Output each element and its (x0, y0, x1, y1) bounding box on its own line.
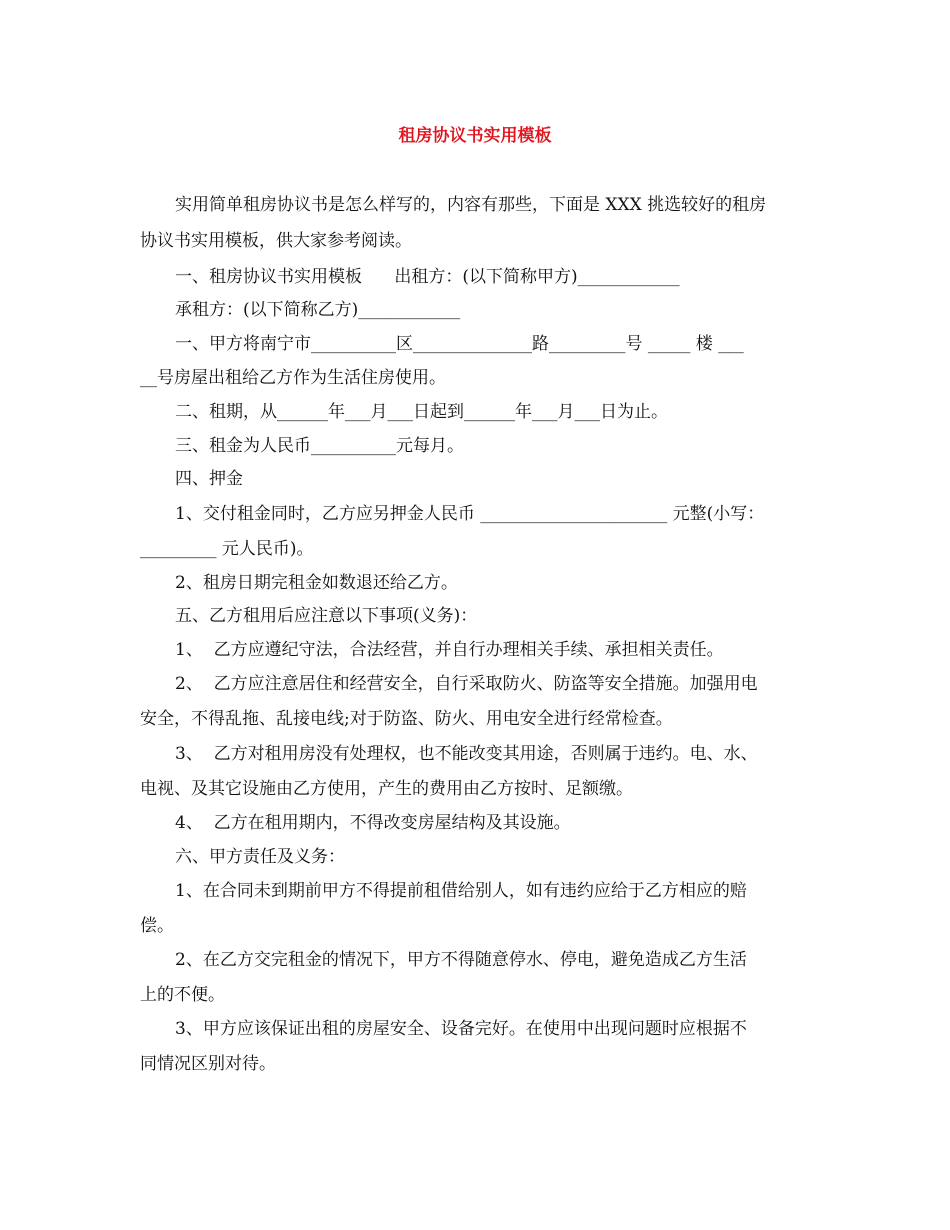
paragraph-line: 承租方：(以下简称乙方)____________ (175, 300, 461, 320)
paragraph-line: 1、交付租金同时，乙方应另押金人民币 ______________________ 元整(小写： (175, 504, 765, 524)
paragraph-line: 六、甲方责任及义务： (175, 847, 345, 867)
paragraph-line: 四、押金 (175, 469, 243, 489)
paragraph-line: 1、 乙方应遵纪守法，合法经营，并自行办理相关手续、承担相关责任。 (175, 640, 724, 660)
paragraph-line: 二、租期，从______年___月___日起到______年___月___日为止。 (175, 402, 668, 422)
paragraph-line: 偿。 (140, 916, 174, 936)
paragraph-line: 4、 乙方在租用期内，不得改变房屋结构及其设施。 (175, 813, 571, 833)
paragraph-line: 五、乙方租用后应注意以下事项(义务)： (175, 606, 478, 626)
document-title: 租房协议书实用模板 (398, 126, 552, 146)
paragraph-line: 一、租房协议书实用模板 出租方：(以下简称甲方)____________ (175, 267, 680, 287)
paragraph-line: 2、租房日期完租金如数退还给乙方。 (175, 573, 458, 593)
paragraph-line: 协议书实用模板，供大家参考阅读。 (140, 231, 412, 251)
paragraph-line: 同情况区别对待。 (140, 1054, 276, 1074)
paragraph-line: 3、甲方应该保证出租的房屋安全、设备完好。在使用中出现问题时应根据不 (175, 1019, 747, 1039)
paragraph-line: 实用简单租房协议书是怎么样写的，内容有那些，下面是 XXX 挑选较好的租房 (175, 195, 767, 215)
paragraph-line: 2、在乙方交完租金的情况下，甲方不得随意停水、停电，避免造成乙方生活 (175, 950, 747, 970)
paragraph-line: 电视、及其它设施由乙方使用，产生的费用由乙方按时、足额缴。 (140, 779, 633, 799)
paragraph-line: 安全，不得乱拖、乱接电线;对于防盗、防火、用电安全进行经常检查。 (140, 709, 673, 729)
paragraph-line: 一、甲方将南宁市__________区______________路_________号 _____ 楼 ___ (175, 334, 744, 354)
paragraph-line: 上的不便。 (140, 985, 225, 1005)
paragraph-line: 1、在合同未到期前甲方不得提前租借给别人，如有违约应给于乙方相应的赔 (175, 881, 747, 901)
paragraph-line: 2、 乙方应注意居住和经营安全，自行采取防火、防盗等安全措施。加强用电 (175, 674, 758, 694)
paragraph-line: 3、 乙方对租用房没有处理权，也不能改变其用途，否则属于违约。电、水、 (175, 744, 758, 764)
paragraph-line: __号房屋出租给乙方作为生活住房使用。 (140, 368, 446, 388)
paragraph-line: _________ 元人民币)。 (140, 539, 314, 559)
paragraph-line: 三、租金为人民币__________元每月。 (175, 436, 464, 456)
